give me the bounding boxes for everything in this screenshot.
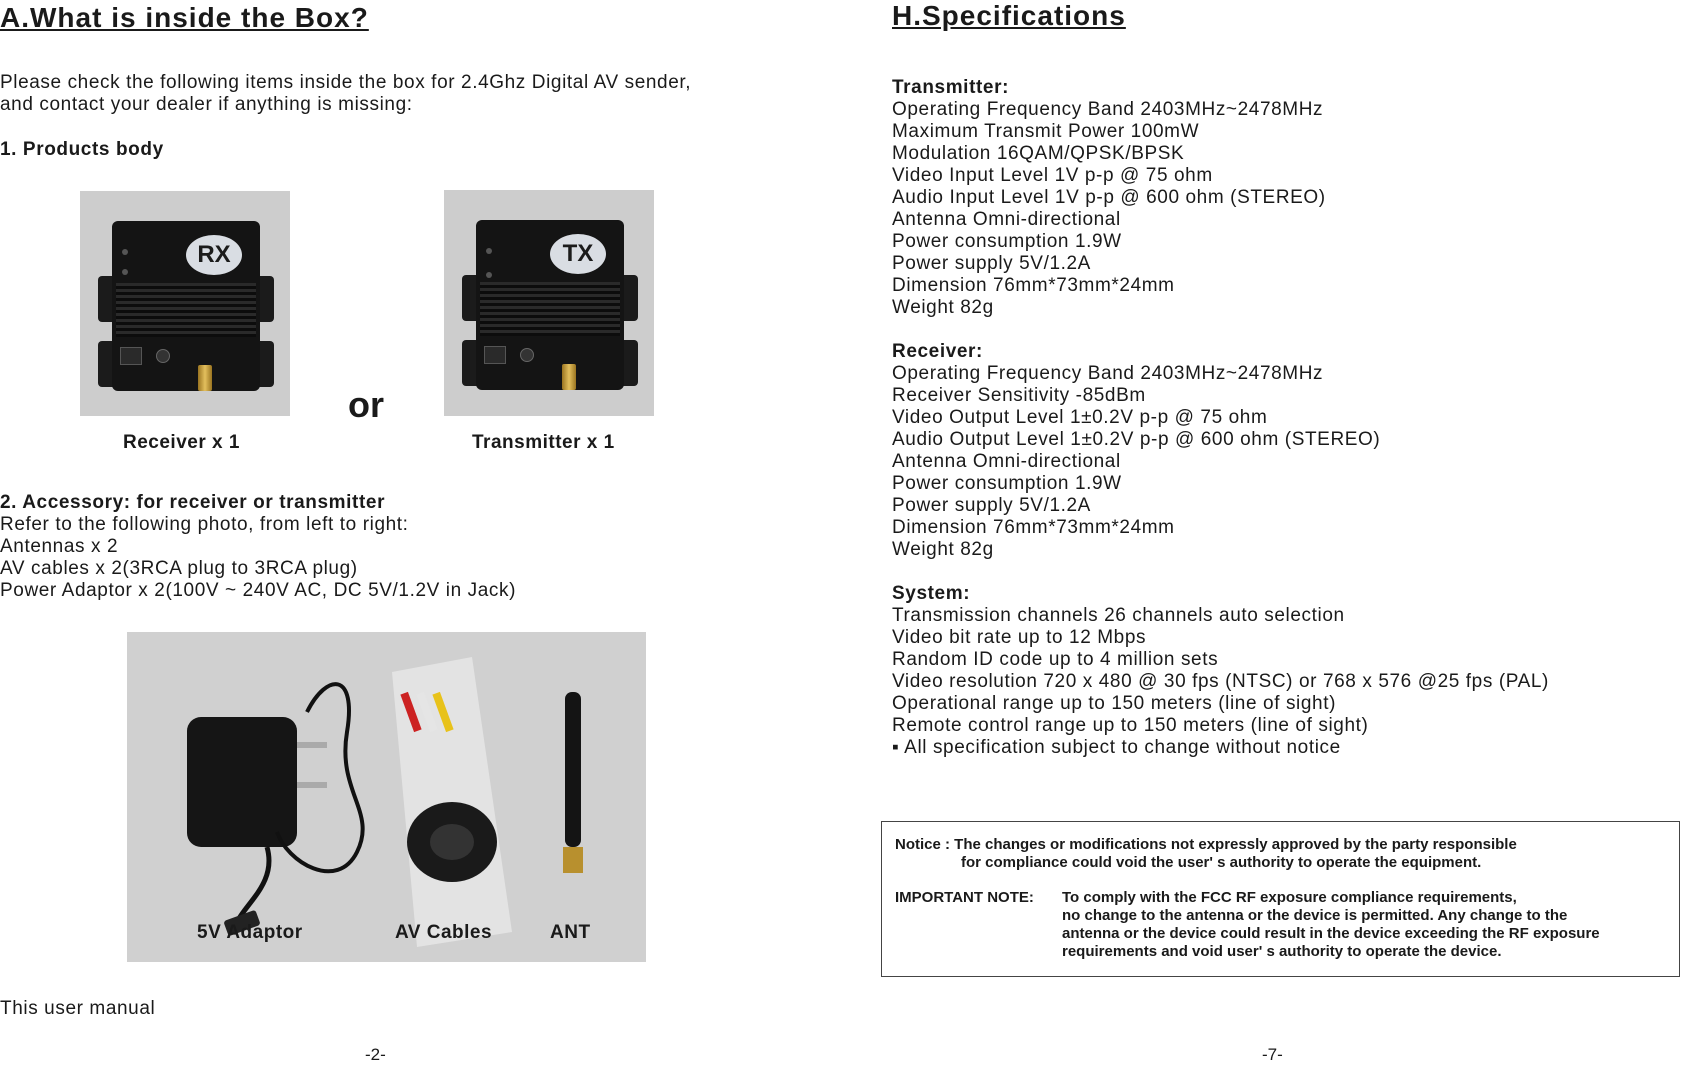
spec-line: Audio Input Level 1V p-p @ 600 ohm (STEREO) — [892, 187, 1326, 208]
section-title-specifications: H.Specifications — [892, 0, 1126, 31]
transmitter-photo — [444, 190, 654, 416]
spec-line: Power consumption 1.9W — [892, 473, 1122, 494]
spec-line: Dimension 76mm*73mm*24mm — [892, 517, 1175, 538]
spec-line: Operational range up to 150 meters (line of sight) — [892, 693, 1337, 714]
adaptor-label: 5V Adaptor — [197, 922, 303, 943]
important-note-text — [1062, 889, 1600, 961]
spec-line: Video Input Level 1V p-p @ 75 ohm — [892, 165, 1213, 186]
receiver-photo — [80, 191, 290, 416]
system-heading: System: — [892, 583, 971, 604]
spec-line: Antenna Omni-directional — [892, 209, 1121, 230]
spec-line: Maximum Transmit Power 100mW — [892, 121, 1200, 142]
spec-line: Operating Frequency Band 2403MHz~2478MHz — [892, 363, 1324, 384]
section-title-box-contents: A.What is inside the Box? — [0, 2, 369, 33]
spec-line: Video bit rate up to 12 Mbps — [892, 627, 1147, 648]
transmitter-label: Transmitter x 1 — [472, 432, 615, 453]
important-line: antenna or the device could result in the device exceeding the RF exposure — [1062, 925, 1600, 942]
intro-line: Please check the following items inside the box for 2.4Ghz Digital AV sender, — [0, 72, 692, 93]
accessory-photo — [127, 632, 646, 962]
spec-line: Video resolution 720 x 480 @ 30 fps (NTSC) or 768 x 576 @25 fps (PAL) — [892, 671, 1549, 692]
receiver-label: Receiver x 1 — [123, 432, 240, 453]
manual-item: This user manual — [0, 998, 156, 1019]
accessory-line: Power Adaptor x 2(100V ~ 240V AC, DC 5V/1.2V in Jack) — [0, 580, 517, 601]
spec-line: Weight 82g — [892, 539, 994, 560]
accessory-list — [0, 514, 516, 602]
accessory-line: Antennas x 2 — [0, 536, 119, 557]
important-line: no change to the antenna or the device is permitted. Any change to the — [1062, 907, 1568, 924]
notice-line: for compliance could void the user' s authority to operate the equipment. — [961, 854, 1482, 871]
transmitter-heading: Transmitter: — [892, 77, 1010, 98]
important-note-label: IMPORTANT NOTE: — [895, 889, 1034, 906]
accessory-line: AV cables x 2(3RCA plug to 3RCA plug) — [0, 558, 358, 579]
or-text: or — [348, 384, 384, 425]
page-number-left: -2- — [365, 1045, 386, 1064]
spec-line: ▪ All specification subject to change without notice — [892, 737, 1341, 758]
spec-line: Receiver Sensitivity -85dBm — [892, 385, 1146, 406]
rx-badge: RX — [186, 235, 242, 275]
spec-line: Modulation 16QAM/QPSK/BPSK — [892, 143, 1185, 164]
spec-line: Power supply 5V/1.2A — [892, 253, 1091, 274]
accessory-illustration — [127, 632, 646, 962]
spec-line: Operating Frequency Band 2403MHz~2478MHz — [892, 99, 1324, 120]
tx-badge: TX — [550, 234, 606, 274]
intro-text — [0, 72, 691, 116]
important-line: To comply with the FCC RF exposure compliance requirements, — [1062, 889, 1517, 906]
page-number-right: -7- — [1262, 1045, 1283, 1064]
ant-label: ANT — [550, 922, 591, 943]
spec-line: Power consumption 1.9W — [892, 231, 1122, 252]
receiver-heading: Receiver: — [892, 341, 983, 362]
spec-line: Video Output Level 1±0.2V p-p @ 75 ohm — [892, 407, 1268, 428]
spec-line: Remote control range up to 150 meters (line of sight) — [892, 715, 1369, 736]
accessory-heading: 2. Accessory: for receiver or transmitter — [0, 492, 386, 513]
important-line: requirements and void user' s authority to operate the device. — [1062, 943, 1502, 960]
cables-label: AV Cables — [395, 922, 493, 943]
spec-line: Power supply 5V/1.2A — [892, 495, 1091, 516]
products-body-heading: 1. Products body — [0, 139, 164, 160]
notice-line: Notice : The changes or modifications not expressly approved by the party responsible — [895, 836, 1517, 853]
spec-line: Dimension 76mm*73mm*24mm — [892, 275, 1175, 296]
specifications-list — [892, 77, 1549, 759]
spec-line: Random ID code up to 4 million sets — [892, 649, 1219, 670]
spec-line: Weight 82g — [892, 297, 994, 318]
intro-line: and contact your dealer if anything is missing: — [0, 94, 413, 115]
fcc-notice-box — [881, 821, 1680, 977]
spec-line: Antenna Omni-directional — [892, 451, 1121, 472]
accessory-line: Refer to the following photo, from left to right: — [0, 514, 409, 535]
spec-line: Transmission channels 26 channels auto selection — [892, 605, 1345, 626]
spec-line: Audio Output Level 1±0.2V p-p @ 600 ohm (STEREO) — [892, 429, 1381, 450]
